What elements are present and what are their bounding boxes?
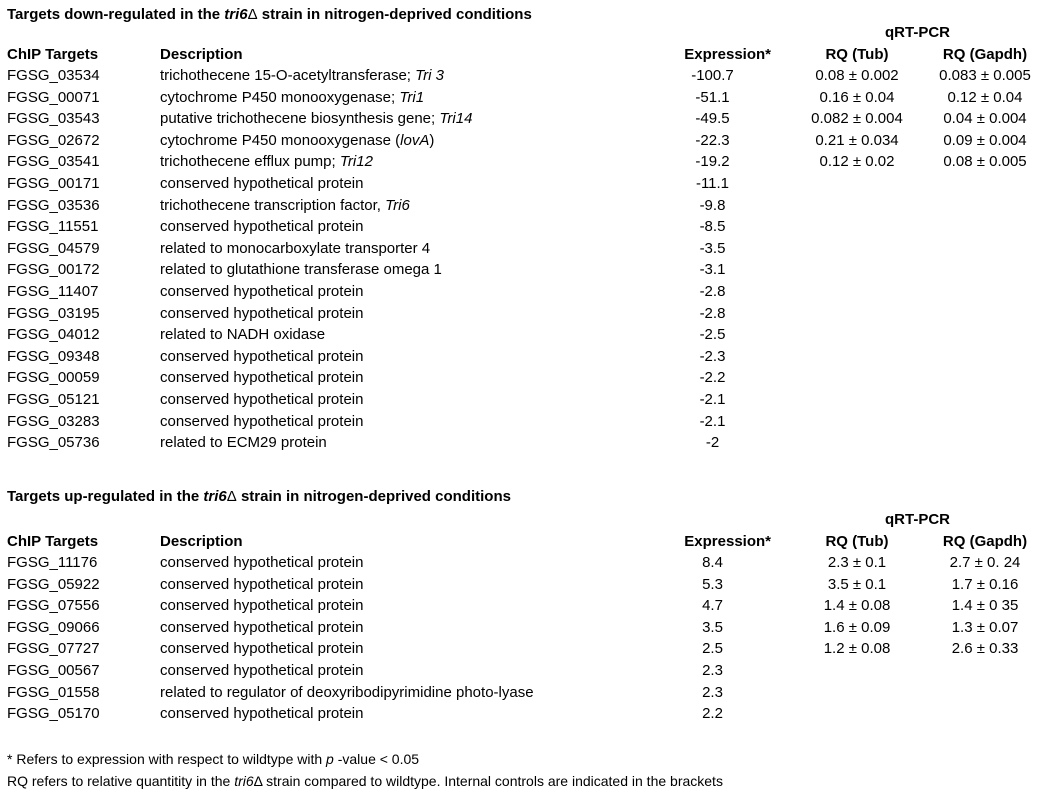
rq-tub-value: 0.16 ± 0.04 — [819, 88, 895, 106]
description-text: trichothecene efflux pump; — [160, 153, 340, 171]
strain-name: tri6 — [234, 773, 254, 789]
description-cell — [160, 195, 410, 216]
down-table-header — [0, 44, 1045, 65]
rq-tub-value: 0.082 ± 0.004 — [811, 110, 903, 128]
description-text: conserved hypothetical protein — [160, 554, 364, 571]
chip-target-id: FGSG_11176 — [7, 554, 98, 571]
footnote-text: -value < 0.05 — [333, 751, 420, 767]
table-row — [0, 108, 1045, 129]
description-cell — [160, 660, 363, 681]
strain-name: tri6 — [203, 488, 227, 505]
qrt-pcr-label: qRT-PCR — [885, 511, 950, 528]
header-description: Description — [160, 533, 243, 550]
expression-value: -100.7 — [691, 67, 734, 84]
expression-value: -2.8 — [699, 304, 726, 322]
description-cell — [160, 108, 472, 129]
chip-target-id: FGSG_03195 — [7, 304, 100, 322]
description-cell — [160, 389, 363, 410]
description-cell — [160, 682, 534, 703]
expression-value: -2.1 — [699, 412, 726, 430]
rq-tub-value: 0.08 ± 0.002 — [815, 67, 899, 84]
description-cell — [160, 151, 373, 172]
description-cell — [160, 173, 363, 194]
chip-target-id: FGSG_07556 — [7, 597, 100, 615]
gene-name: lovA — [400, 131, 430, 149]
chip-target-id: FGSG_11551 — [7, 218, 99, 236]
description-cell — [160, 367, 363, 388]
chip-target-id: FGSG_09348 — [7, 347, 100, 365]
rq-gapdh-value: 0.09 ± 0.004 — [943, 131, 1027, 149]
description-cell — [160, 303, 363, 324]
description-text: conserved hypothetical protein — [160, 705, 364, 723]
rq-tub-value: 3.5 ± 0.1 — [827, 575, 887, 593]
description-cell — [160, 432, 327, 453]
expression-value: -2.1 — [699, 391, 726, 408]
expression-value: 2.3 — [702, 683, 723, 701]
table-row — [0, 173, 1045, 194]
down-regulated-section-title — [7, 6, 532, 24]
description-text: related to NADH oxidase — [160, 326, 326, 344]
chip-target-id: FGSG_00567 — [7, 662, 100, 679]
header-rq-gapdh: RQ (Gapdh) — [942, 533, 1028, 550]
rq-tub-value: 2.3 ± 0.1 — [827, 554, 887, 571]
description-text: related to ECM29 protein — [160, 434, 327, 452]
header-chip-targets: ChIP Targets — [7, 46, 99, 63]
description-cell — [160, 130, 434, 151]
title-text: strain in nitrogen-deprived conditions — [257, 6, 532, 23]
description-text: conserved hypothetical protein — [160, 304, 364, 322]
header-chip-targets: ChIP Targets — [7, 533, 99, 550]
expression-value: -8.5 — [699, 218, 726, 236]
description-cell — [160, 574, 363, 595]
table-row — [0, 259, 1045, 280]
rq-tub-value: 0.21 ± 0.034 — [815, 131, 899, 149]
header-rq-tub: RQ (Tub) — [825, 533, 889, 550]
table-row — [0, 682, 1045, 703]
chip-target-id: FGSG_09066 — [7, 618, 100, 636]
description-text: conserved hypothetical protein — [160, 662, 364, 679]
table-row — [0, 216, 1045, 237]
description-cell — [160, 324, 325, 345]
title-text: Targets down-regulated in the — [7, 6, 225, 23]
description-text: related to glutathione transferase omega 1 — [160, 261, 442, 279]
header-expression: Expression* — [684, 533, 771, 550]
chip-target-id: FGSG_03541 — [7, 153, 100, 171]
chip-target-id: FGSG_00071 — [7, 88, 100, 106]
description-text: cytochrome P450 monooxygenase; — [160, 88, 400, 106]
rq-gapdh-value: 2.6 ± 0.33 — [951, 640, 1019, 658]
chip-target-id: FGSG_05170 — [7, 705, 100, 723]
description-text: related to regulator of deoxyribodipyrimidine photo-lyase — [160, 683, 534, 701]
description-text: related to monocarboxylate transporter 4 — [160, 239, 431, 257]
chip-target-id: FGSG_02672 — [7, 131, 100, 149]
expression-value: -2.2 — [699, 369, 726, 387]
description-cell — [160, 87, 424, 108]
chip-target-id: FGSG_04012 — [7, 326, 100, 344]
description-text: putative trichothecene biosynthesis gene; — [160, 110, 440, 128]
description-text: cytochrome P450 monooxygenase ( — [160, 131, 401, 149]
table-row — [0, 87, 1045, 108]
title-text: Targets up-regulated in the — [7, 488, 204, 505]
description-cell — [160, 617, 363, 638]
table-row — [0, 130, 1045, 151]
description-text: ) — [429, 131, 435, 149]
up-regulated-section-title — [7, 488, 511, 506]
expression-value: 2.5 — [702, 640, 723, 658]
expression-value: -2 — [705, 434, 720, 452]
description-text: conserved hypothetical protein — [160, 575, 364, 593]
expression-value: -51.1 — [695, 88, 730, 106]
rq-gapdh-value: 0.083 ± 0.005 — [939, 67, 1031, 84]
delta-symbol: Δ — [253, 773, 263, 789]
table-row — [0, 303, 1045, 324]
chip-target-id: FGSG_05736 — [7, 434, 100, 452]
expression-value: -11.1 — [695, 175, 730, 192]
rq-gapdh-value: 0.12 ± 0.04 — [947, 88, 1023, 106]
table-row — [0, 281, 1045, 302]
rq-gapdh-value: 2.7 ± 0. 24 — [949, 554, 1021, 571]
table-row — [0, 703, 1045, 724]
gene-name: Tri14 — [439, 110, 473, 128]
description-text: trichothecene 15-O-acetyltransferase; — [160, 67, 416, 84]
chip-target-id: FGSG_03543 — [7, 110, 100, 128]
chip-target-id: FGSG_03536 — [7, 196, 100, 214]
description-cell — [160, 703, 363, 724]
rq-tub-value: 1.2 ± 0.08 — [823, 640, 891, 658]
header-rq-tub: RQ (Tub) — [825, 46, 889, 63]
table-row — [0, 324, 1045, 345]
rq-gapdh-value: 0.04 ± 0.004 — [943, 110, 1027, 128]
description-cell — [160, 281, 363, 302]
chip-target-id: FGSG_05121 — [7, 391, 100, 408]
chip-target-id: FGSG_04579 — [7, 239, 100, 257]
expression-value: 3.5 — [702, 618, 723, 636]
expression-value: 2.2 — [702, 705, 723, 723]
description-text: conserved hypothetical protein — [160, 618, 364, 636]
description-cell — [160, 552, 363, 573]
chip-target-id: FGSG_00172 — [7, 261, 100, 279]
table-row — [0, 238, 1045, 259]
header-description: Description — [160, 46, 243, 63]
chip-target-id: FGSG_05922 — [7, 575, 100, 593]
chip-target-id: FGSG_07727 — [7, 640, 100, 658]
chip-target-id: FGSG_01558 — [7, 683, 100, 701]
table-row — [0, 552, 1045, 573]
rq-gapdh-value: 1.3 ± 0.07 — [951, 618, 1019, 636]
expression-value: -22.3 — [695, 131, 730, 149]
description-cell — [160, 65, 444, 86]
header-rq-gapdh: RQ (Gapdh) — [942, 46, 1028, 63]
expression-value: -2.5 — [699, 326, 726, 344]
description-text: conserved hypothetical protein — [160, 175, 364, 192]
rq-gapdh-value: 1.4 ± 0 35 — [951, 597, 1019, 615]
table-row — [0, 65, 1045, 86]
chip-target-id: FGSG_03283 — [7, 412, 100, 430]
description-text: trichothecene transcription factor, — [160, 196, 386, 214]
table-row — [0, 595, 1045, 616]
rq-gapdh-value: 1.7 ± 0.16 — [951, 575, 1019, 593]
footnote-rq — [7, 772, 723, 790]
table-row — [0, 617, 1045, 638]
table-row — [0, 660, 1045, 681]
table-row — [0, 638, 1045, 659]
table-row — [0, 367, 1045, 388]
rq-tub-value: 1.6 ± 0.09 — [823, 618, 891, 636]
chip-target-id: FGSG_00059 — [7, 369, 100, 387]
expression-value: 5.3 — [702, 575, 723, 593]
p-symbol: p — [326, 751, 334, 767]
rq-tub-value: 1.4 ± 0.08 — [823, 597, 891, 615]
footnote-text: * Refers to expression with respect to wildtype with — [7, 751, 327, 767]
description-text: conserved hypothetical protein — [160, 218, 364, 236]
title-text: strain in nitrogen-deprived conditions — [236, 488, 511, 505]
table-row — [0, 574, 1045, 595]
footnote-text: RQ refers to relative quantitity in the — [7, 773, 235, 789]
chip-target-id: FGSG_03534 — [7, 67, 100, 84]
expression-value: -49.5 — [695, 110, 730, 128]
table-row — [0, 151, 1045, 172]
table-row — [0, 432, 1045, 453]
expression-value: -2.8 — [699, 283, 726, 300]
strain-name: tri6 — [224, 6, 248, 23]
gene-name: Tri 3 — [415, 67, 445, 84]
description-cell — [160, 238, 430, 259]
description-text: conserved hypothetical protein — [160, 640, 364, 658]
description-cell — [160, 411, 363, 432]
chip-target-id: FGSG_00171 — [7, 175, 100, 192]
description-text: conserved hypothetical protein — [160, 347, 364, 365]
description-cell — [160, 595, 363, 616]
table-row — [0, 389, 1045, 410]
expression-value: -2.3 — [699, 347, 726, 365]
table-row — [0, 411, 1045, 432]
expression-value: 2.3 — [702, 662, 723, 679]
rq-gapdh-value: 0.08 ± 0.005 — [943, 153, 1027, 171]
table-row — [0, 195, 1045, 216]
expression-value: -3.1 — [699, 261, 726, 279]
expression-value: -19.2 — [695, 153, 730, 171]
rq-tub-value: 0.12 ± 0.02 — [819, 153, 895, 171]
qrt-pcr-label: qRT-PCR — [885, 24, 950, 41]
gene-name: Tri6 — [385, 196, 410, 214]
footnote-expression — [7, 750, 419, 768]
description-text: conserved hypothetical protein — [160, 369, 364, 387]
description-cell — [160, 638, 363, 659]
table-row — [0, 346, 1045, 367]
description-cell — [160, 216, 363, 237]
expression-value: -3.5 — [699, 239, 726, 257]
chip-target-id: FGSG_11407 — [7, 283, 99, 300]
description-cell — [160, 346, 363, 367]
description-text: conserved hypothetical protein — [160, 391, 364, 408]
description-text: conserved hypothetical protein — [160, 412, 364, 430]
description-text: conserved hypothetical protein — [160, 283, 364, 300]
up-table-header — [0, 531, 1045, 552]
expression-value: -9.8 — [699, 196, 726, 214]
gene-name: Tri1 — [399, 88, 425, 106]
delta-symbol: Δ — [247, 6, 258, 23]
gene-name: Tri12 — [339, 153, 373, 171]
header-expression: Expression* — [684, 46, 771, 63]
description-text: conserved hypothetical protein — [160, 597, 364, 615]
footnote-text: strain compared to wildtype. Internal controls are indicated in the brackets — [262, 773, 723, 789]
description-cell — [160, 259, 442, 280]
expression-value: 8.4 — [702, 554, 723, 571]
delta-symbol: Δ — [226, 488, 237, 505]
expression-value: 4.7 — [702, 597, 723, 615]
